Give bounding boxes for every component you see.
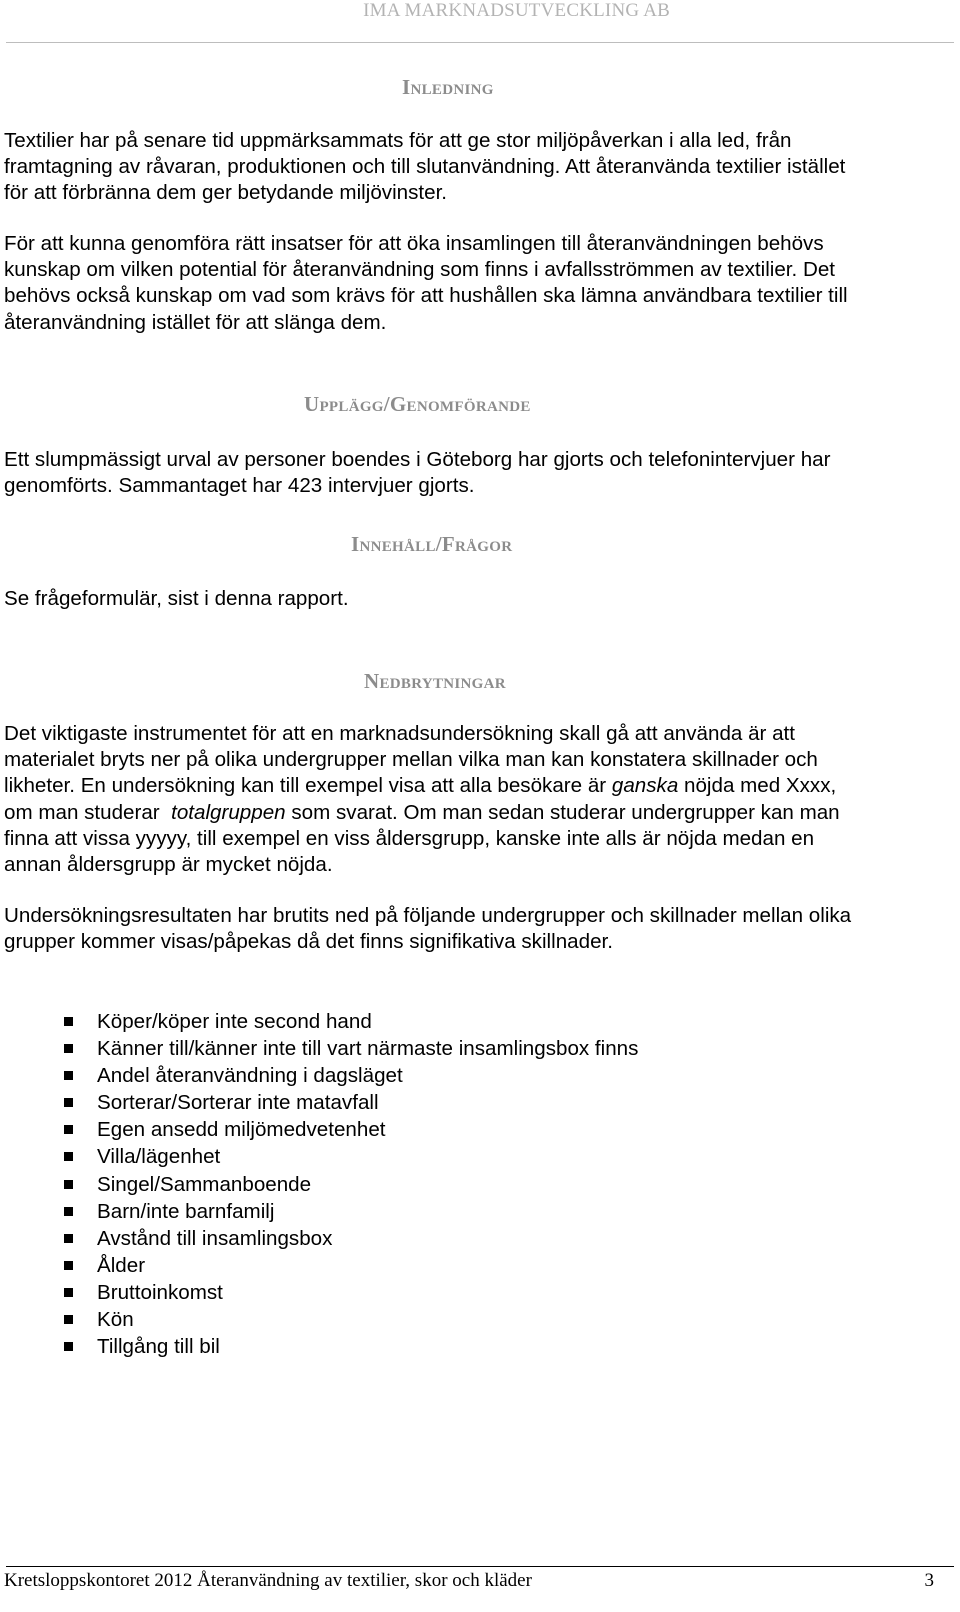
square-bullet-icon xyxy=(64,1017,73,1026)
text-line: genomförts. Sammantaget har 423 intervjuer gjorts. xyxy=(4,474,475,498)
list-item xyxy=(64,1252,638,1279)
subgroup-list xyxy=(64,1008,638,1360)
text-segment: om man studerar xyxy=(4,800,172,824)
text-line: Ett slumpmässigt urval av personer boendes i Göteborg har gjorts och telefonintervjuer har xyxy=(4,448,831,471)
square-bullet-icon xyxy=(64,1098,73,1107)
text-line: Textilier har på senare tid uppmärksammats för att ge stor miljöpåverkan i alla led, från xyxy=(4,129,792,152)
text-line: återanvändning istället för att slänga dem. xyxy=(4,310,387,334)
text-line xyxy=(4,800,954,826)
page-header xyxy=(0,0,960,36)
emphasis-text: totalgruppen xyxy=(171,800,286,824)
paragraph-inledning-1 xyxy=(4,128,954,207)
list-item-label: Egen ansedd miljömedvetenhet xyxy=(97,1118,386,1142)
paragraph-inledning-2 xyxy=(4,231,954,336)
list-item-label: Köper/köper inte second hand xyxy=(97,1010,372,1033)
square-bullet-icon xyxy=(64,1342,73,1351)
list-item xyxy=(64,1198,638,1225)
text-segment: som svarat. Om man sedan studerar undergrupper kan man xyxy=(285,800,840,824)
list-item-label: Sorterar/Sorterar inte matavfall xyxy=(97,1091,379,1115)
list-item-label: Bruttoinkomst xyxy=(97,1280,223,1304)
square-bullet-icon xyxy=(64,1044,73,1053)
square-bullet-icon xyxy=(64,1180,73,1189)
list-item xyxy=(64,1333,638,1360)
square-bullet-icon xyxy=(64,1261,73,1270)
header-title: IMA MARKNADSUTVECKLING AB xyxy=(363,0,670,21)
square-bullet-icon xyxy=(64,1152,73,1161)
list-item-label: Singel/Sammanboende xyxy=(97,1172,312,1196)
text-line: finna att vissa yyyyy, till exempel en viss åldersgrupp, kanske inte alls är nöjda medan en xyxy=(4,826,815,850)
list-item-label: Barn/inte barnfamilj xyxy=(97,1199,275,1223)
footer-text: Kretsloppskontoret 2012 Återanvändning av textilier, skor och kläder xyxy=(4,1570,532,1591)
text-line: grupper kommer visas/påpekas då det finns signifikativa skillnader. xyxy=(4,930,613,954)
text-line: behövs också kunskap om vad som krävs för att hushållen ska lämna användbara textilier till xyxy=(4,284,848,308)
heading-nedbrytningar: Nedbrytningar xyxy=(364,669,506,693)
list-item xyxy=(64,1116,638,1143)
list-item-label: Kön xyxy=(97,1308,134,1332)
list-item xyxy=(64,1306,638,1333)
paragraph-innehall xyxy=(4,586,954,612)
footer-divider xyxy=(6,1566,954,1567)
text-line xyxy=(4,773,954,799)
heading-inledning: Inledning xyxy=(402,75,494,99)
square-bullet-icon xyxy=(64,1234,73,1243)
list-item xyxy=(64,1279,638,1306)
square-bullet-icon xyxy=(64,1207,73,1216)
heading-innehall: Innehåll/Frågor xyxy=(351,532,513,556)
list-item-label: Ålder xyxy=(97,1253,146,1277)
text-segment: nöjda med Xxxx, xyxy=(678,774,837,798)
list-item xyxy=(64,1225,638,1252)
list-item xyxy=(64,1171,638,1198)
text-line: Det viktigaste instrumentet för att en marknadsundersökning skall gå att använda är att xyxy=(4,722,795,745)
header-divider xyxy=(6,42,954,43)
list-item-label: Andel återanvändning i dagsläget xyxy=(97,1064,403,1088)
paragraph-nedbrytningar-1 xyxy=(4,721,954,878)
paragraph-nedbrytningar-2 xyxy=(4,903,954,955)
square-bullet-icon xyxy=(64,1288,73,1297)
heading-upplagg: Upplägg/Genomförande xyxy=(304,392,531,416)
text-line: framtagning av råvaran, produktionen och till slutanvändning. Att återanvända textilier istället xyxy=(4,155,846,179)
text-line: kunskap om vilken potential för återanvändning som finns i avfallsströmmen av textilier. Det xyxy=(4,258,836,282)
text-line: Se frågeformulär, sist i denna rapport. xyxy=(4,587,349,610)
list-item xyxy=(64,1089,638,1116)
text-line: för att förbränna dem ger betydande miljövinster. xyxy=(4,181,448,205)
text-line: materialet bryts ner på olika undergrupper mellan vilka man kan konstatera skillnader och xyxy=(4,748,818,772)
list-item xyxy=(64,1035,638,1062)
text-line: Undersökningsresultaten har brutits ned på följande undergrupper och skillnader mellan olika xyxy=(4,904,852,927)
square-bullet-icon xyxy=(64,1315,73,1324)
page-number: 3 xyxy=(924,1570,934,1591)
list-item xyxy=(64,1062,638,1089)
paragraph-upplagg xyxy=(4,447,954,499)
list-item xyxy=(64,1008,638,1035)
list-item-label: Tillgång till bil xyxy=(97,1335,220,1359)
emphasis-text: ganska xyxy=(611,774,679,798)
square-bullet-icon xyxy=(64,1125,73,1134)
list-item-label: Villa/lägenhet xyxy=(97,1145,221,1169)
square-bullet-icon xyxy=(64,1071,73,1080)
list-item xyxy=(64,1143,638,1170)
text-line: För att kunna genomföra rätt insatser för att öka insamlingen till återanvändningen behövs xyxy=(4,232,824,255)
list-item-label: Avstånd till insamlingsbox xyxy=(97,1226,333,1250)
text-line: annan åldersgrupp är mycket nöjda. xyxy=(4,853,333,877)
list-item-label: Känner till/känner inte till vart närmaste insamlingsbox finns xyxy=(97,1037,639,1061)
text-segment: likheter. En undersökning kan till exempel visa att alla besökare är xyxy=(4,774,612,798)
